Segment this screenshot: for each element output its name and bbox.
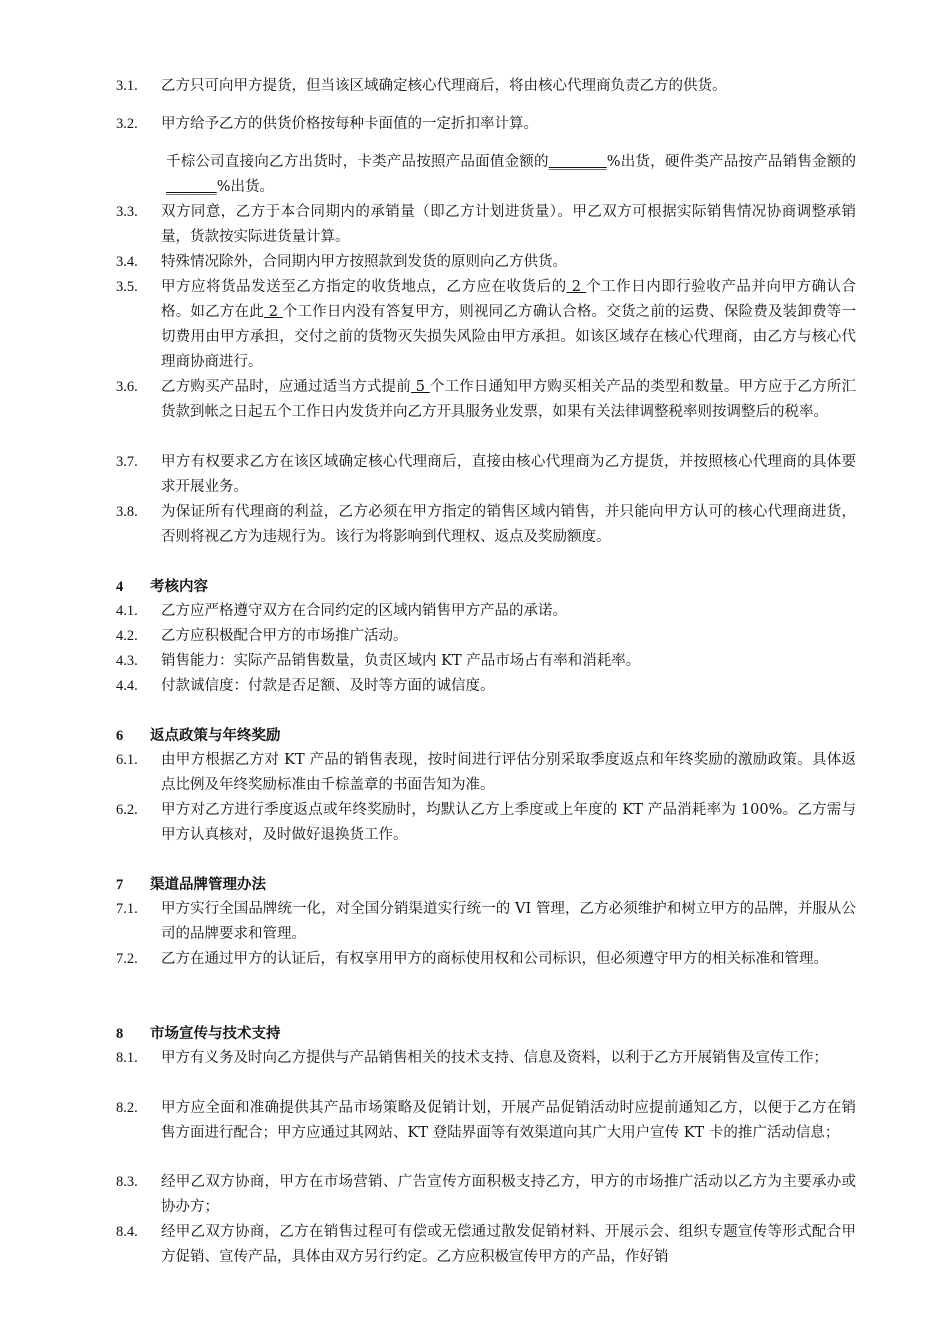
clause-text: 甲方有权要求乙方在该区域确定核心代理商后，直接由核心代理商为乙方提货，并按照核心代理商的具体要求开展业务。: [161, 454, 856, 495]
clause-8-1: [116, 1046, 856, 1071]
clause-3-5: [116, 275, 856, 375]
pricing-text-2: %出货，硬件类产品按产品销售金额的: [606, 154, 857, 170]
hardware-discount-blank: _______: [166, 179, 217, 195]
notice-days-value: 5: [410, 379, 430, 395]
clause-3-2: [116, 112, 856, 137]
clause-text: [161, 275, 856, 375]
clause-number: 3.6.: [116, 379, 138, 395]
section-heading-7: [116, 872, 856, 898]
section-number: 4: [116, 579, 124, 595]
clause-number: 4.4.: [116, 678, 138, 694]
section-heading-4: [116, 574, 856, 600]
clause-3-8: [116, 500, 856, 550]
clause-number: 8.2.: [116, 1100, 138, 1116]
clause-text-part: 个工作日通知甲方购买相关产品的类型和数量。甲方应于乙方所汇货款到帐之日起五个工作日内发货并向乙方开具服务业发票，如果有关法律调整税率则按调整后的税率。: [161, 379, 856, 420]
clause-number: 8.3.: [116, 1174, 138, 1190]
clause-text: 特殊情况除外，合同期内甲方按照款到发货的原则向乙方供货。: [161, 254, 567, 270]
clause-text: 销售能力：实际产品销售数量，负责区域内 KT 产品市场占有率和消耗率。: [161, 653, 641, 669]
clause-text: 经甲乙双方协商，甲方在市场营销、广告宣传方面积极支持乙方，甲方的市场推广活动以乙方为主要承办或协办方；: [161, 1174, 856, 1215]
section-title: 渠道品牌管理办法: [150, 876, 266, 893]
clause-number: 8.1.: [116, 1050, 138, 1066]
clause-text: 双方同意，乙方于本合同期内的承销量（即乙方计划进货量）。甲乙双方可根据实际销售情况协商调整承销量，货款按实际进货量计算。: [161, 204, 856, 245]
clause-4-1: [116, 599, 856, 624]
clause-7-2: [116, 947, 856, 972]
clause-text: 甲方应全面和准确提供其产品市场策略及促销计划，开展产品促销活动时应提前通知乙方，以便于乙方在销售方面进行配合；甲方应通过其网站、KT 登陆界面等有效渠道向其广大用户宣传 KT 卡的推广活动信息；: [161, 1100, 856, 1141]
clause-4-4: [116, 674, 856, 699]
clause-text: 甲方实行全国品牌统一化，对全国分销渠道实行统一的 VI 管理，乙方必须维护和树立甲方的品牌，并服从公司的品牌要求和管理。: [161, 901, 856, 942]
section-heading-8: [116, 1021, 856, 1047]
clause-text-part: 乙方购买产品时，应通过适当方式提前: [161, 379, 411, 395]
clause-3-4: [116, 250, 856, 275]
clause-text-part: 甲方应将货品发送至乙方指定的收货地点，乙方应在收货后的: [161, 279, 567, 295]
clause-number: 3.8.: [116, 504, 138, 520]
clause-text: 乙方应严格遵守双方在合同约定的区域内销售甲方产品的承诺。: [161, 603, 567, 619]
clause-8-2: [116, 1096, 856, 1146]
pricing-paragraph: [166, 150, 856, 200]
clause-text: 甲方有义务及时向乙方提供与产品销售相关的技术支持、信息及资料，以利于乙方开展销售及宣传工作；: [161, 1050, 828, 1066]
clause-4-3: [116, 649, 856, 674]
clause-text: 乙方应积极配合甲方的市场推广活动。: [161, 628, 408, 644]
clause-number: 3.1.: [116, 78, 138, 94]
section-number: 6: [116, 728, 124, 744]
clause-text: 甲方对乙方进行季度返点或年终奖励时，均默认乙方上季度或上年度的 KT 产品消耗率为 100%。乙方需与甲方认真核对，及时做好退换货工作。: [161, 802, 856, 843]
section-title: 返点政策与年终奖励: [150, 727, 281, 744]
reply-days-value: 2: [263, 304, 283, 320]
clause-3-6: [116, 375, 856, 425]
clause-text: 由甲方根据乙方对 KT 产品的销售表现，按时间进行评估分别采取季度返点和年终奖励的激励政策。具体返点比例及年终奖励标准由千棕盖章的书面告知为准。: [161, 752, 856, 793]
clause-text: [161, 375, 856, 425]
clause-7-1: [116, 897, 856, 947]
section-title: 考核内容: [150, 578, 208, 595]
clause-3-1: [116, 74, 856, 99]
pricing-text-3: %出货。: [216, 179, 275, 195]
clause-number: 3.7.: [116, 454, 138, 470]
clause-text-part: 个工作日内即行验收产品并向甲方确认合格。如乙方在此: [161, 279, 857, 320]
card-discount-blank: ________: [548, 154, 607, 170]
clause-number: 3.5.: [116, 279, 138, 295]
clause-number: 4.2.: [116, 628, 138, 644]
clause-number: 3.2.: [116, 116, 138, 132]
clause-number: 4.1.: [116, 603, 138, 619]
clause-8-4: [116, 1220, 856, 1270]
clause-3-3: [116, 200, 856, 250]
inspection-days-value: 2: [566, 279, 587, 295]
section-number: 8: [116, 1026, 124, 1042]
clause-number: 8.4.: [116, 1224, 138, 1240]
clause-number: 7.2.: [116, 951, 138, 967]
clause-6-1: [116, 748, 856, 798]
clause-number: 3.3.: [116, 204, 138, 220]
clause-text: 为保证所有代理商的利益，乙方必须在甲方指定的销售区域内销售，并只能向甲方认可的核心代理商进货，否则将视乙方为违规行为。该行为将影响到代理权、返点及奖励额度。: [161, 504, 856, 545]
clause-number: 6.2.: [116, 802, 138, 818]
clause-number: 7.1.: [116, 901, 138, 917]
clause-4-2: [116, 624, 856, 649]
clause-number: 3.4.: [116, 254, 138, 270]
clause-text-part: 个工作日内没有答复甲方，则视同乙方确认合格。交货之前的运费、保险费及装卸费等一切费用由甲方承担，交付之前的货物灭失损失风险由甲方承担。如该区域存在核心代理商，由乙方与核心代理商协商进行。: [161, 304, 856, 370]
clause-number: 4.3.: [116, 653, 138, 669]
clause-text: 付款诚信度：付款是否足额、及时等方面的诚信度。: [161, 678, 495, 694]
section-number: 7: [116, 877, 124, 893]
clause-6-2: [116, 798, 856, 848]
clause-text: 经甲乙双方协商，乙方在销售过程可有偿或无偿通过散发促销材料、开展示会、组织专题宣传等形式配合甲方促销、宣传产品，具体由双方另行约定。乙方应积极宣传甲方的产品，作好销: [161, 1224, 856, 1265]
pricing-text-1: 千棕公司直接向乙方出货时，卡类产品按照产品面值金额的: [166, 154, 549, 170]
clause-text: 乙方在通过甲方的认证后，有权享用甲方的商标使用权和公司标识，但必须遵守甲方的相关标准和管理。: [161, 951, 828, 967]
clause-text: 甲方给予乙方的供货价格按每种卡面值的一定折扣率计算。: [161, 116, 538, 132]
clause-8-3: [116, 1170, 856, 1220]
section-heading-6: [116, 723, 856, 749]
clause-text: 乙方只可向甲方提货，但当该区域确定核心代理商后，将由核心代理商负责乙方的供货。: [161, 78, 727, 94]
clause-number: 6.1.: [116, 752, 138, 768]
clause-3-7: [116, 450, 856, 500]
section-title: 市场宣传与技术支持: [150, 1025, 281, 1042]
